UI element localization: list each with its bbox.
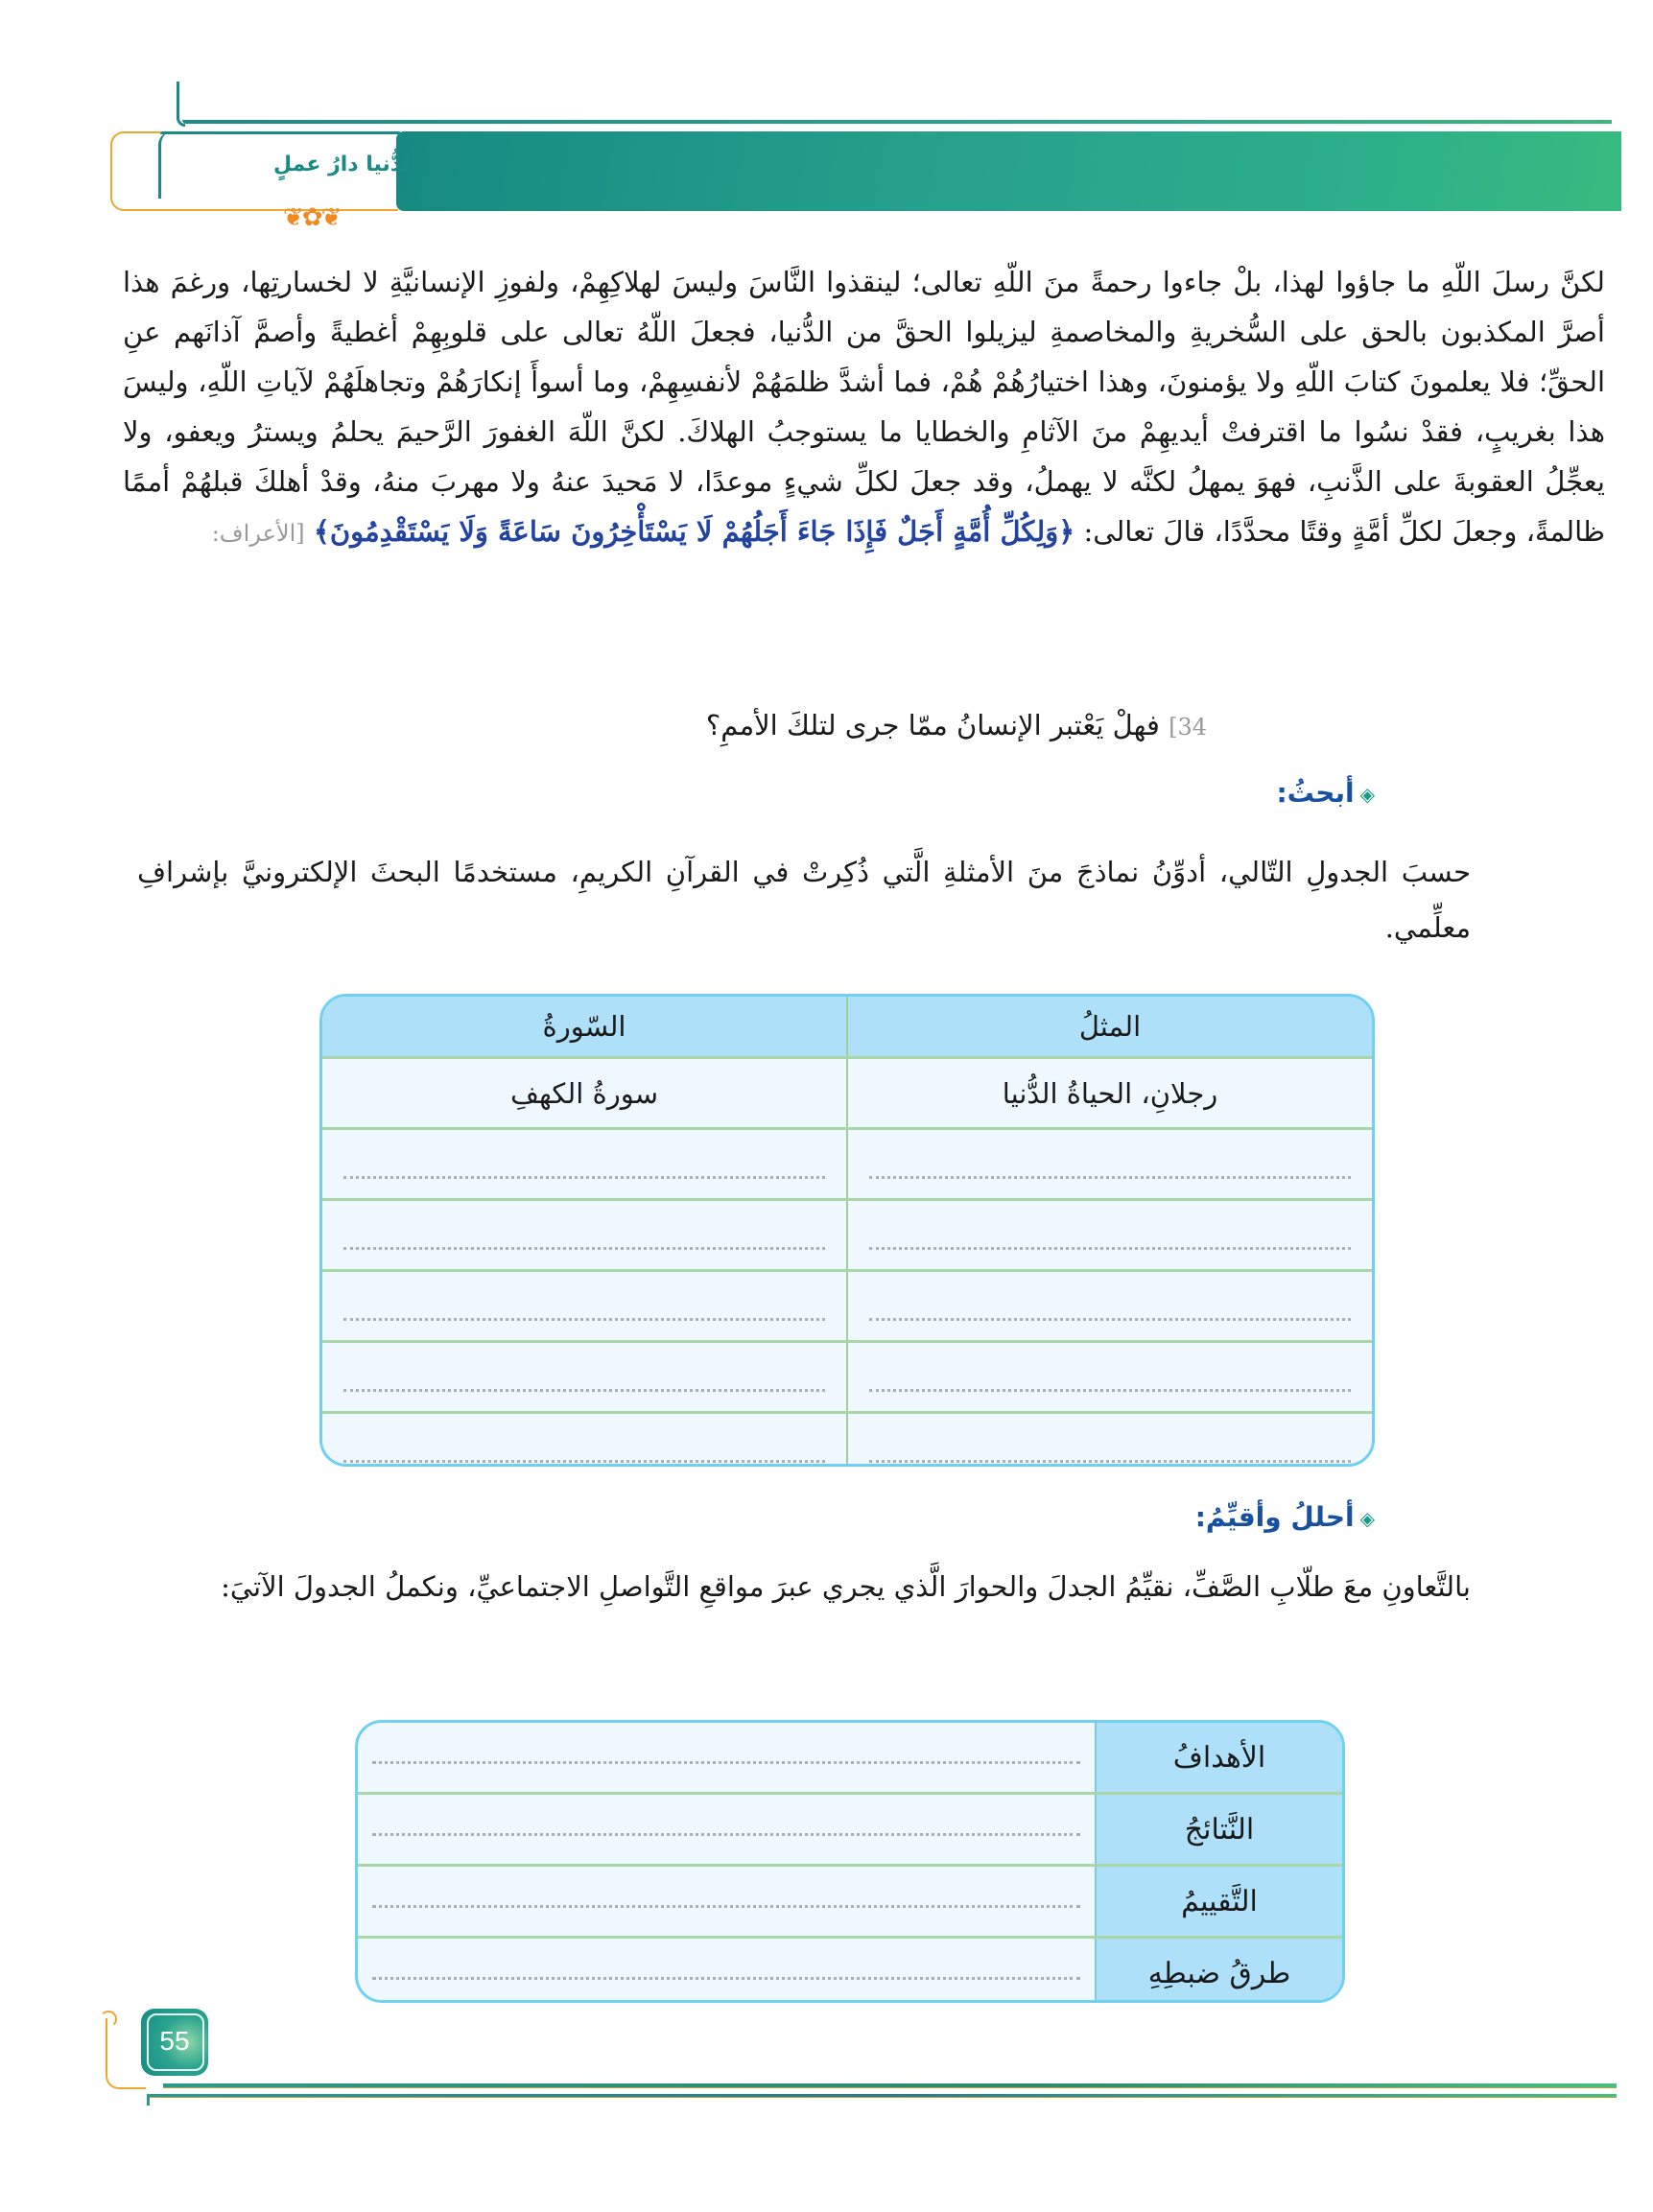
examples-table bbox=[319, 994, 1375, 1467]
research-instruction: حسبَ الجدولِ التّالي، أدوِّنُ نماذجَ منَ الأمثلةِ الَّتي ذُكِرتْ في القرآنِ الكريمِ، مستخدمًا البحثَ الإلكترونيَّ بإشرافِ معلِّمي. bbox=[137, 856, 1471, 944]
verse-number-citation: 34] bbox=[1169, 714, 1207, 741]
footer-rule-lower bbox=[147, 2094, 1617, 2098]
table-row bbox=[322, 1056, 1372, 1127]
cell-surah: سورةُ الكهفِ bbox=[510, 1076, 658, 1110]
dotted-line bbox=[372, 1833, 1079, 1836]
dotted-line bbox=[869, 1389, 1351, 1392]
analyze-heading-text: أحللُ وأقيِّمُ: bbox=[1194, 1501, 1355, 1533]
header-top-rule bbox=[182, 120, 1612, 124]
row-label-control-methods: طرقُ ضبطِهِ bbox=[1095, 1939, 1342, 2003]
dotted-line bbox=[372, 1977, 1079, 1980]
diamond-bullet-icon: ◈ bbox=[1359, 1507, 1375, 1530]
title-teal-hook bbox=[158, 131, 173, 199]
analyze-heading bbox=[1195, 1501, 1375, 1533]
cell-surah-input[interactable] bbox=[322, 1272, 846, 1340]
dotted-line bbox=[372, 1905, 1079, 1908]
table-row bbox=[358, 1792, 1342, 1864]
quran-open-bracket-icon: ﴿ bbox=[1058, 515, 1075, 548]
dotted-line bbox=[343, 1176, 825, 1179]
row-input-control-methods[interactable] bbox=[358, 1939, 1095, 2003]
cell-surah-input[interactable] bbox=[322, 1130, 846, 1198]
table-row bbox=[322, 1198, 1372, 1269]
table-row bbox=[322, 1411, 1372, 1467]
cell-surah-input[interactable] bbox=[322, 1414, 846, 1467]
row-input-goals[interactable] bbox=[358, 1723, 1095, 1792]
chapter-title: الدُّنيا دارُ عملٍ bbox=[273, 153, 418, 176]
main-paragraph bbox=[123, 257, 1605, 558]
cell-example-input[interactable] bbox=[846, 1414, 1372, 1467]
header-cell-example: المثلُ bbox=[846, 997, 1372, 1056]
footer-gold-flourish bbox=[106, 2018, 146, 2089]
table-row bbox=[322, 1127, 1372, 1198]
page-number-badge bbox=[141, 2009, 208, 2076]
dotted-line bbox=[869, 1318, 1351, 1321]
table-row bbox=[358, 1864, 1342, 1936]
table-row bbox=[322, 1340, 1372, 1411]
diamond-bullet-icon: ◈ bbox=[1359, 783, 1375, 806]
evaluation-table bbox=[355, 1720, 1345, 2003]
dotted-line bbox=[343, 1318, 825, 1321]
cell-example-input[interactable] bbox=[846, 1130, 1372, 1198]
chapter-title-box bbox=[110, 131, 418, 232]
dotted-line bbox=[869, 1176, 1351, 1179]
research-heading bbox=[1276, 777, 1375, 809]
cell-example-input[interactable] bbox=[846, 1201, 1372, 1269]
table-header-row bbox=[322, 997, 1372, 1056]
title-teal-rule bbox=[160, 131, 400, 134]
ornament-icon: ❦✿❦ bbox=[283, 203, 341, 232]
cell-example-input[interactable] bbox=[846, 1272, 1372, 1340]
table-row bbox=[358, 1723, 1342, 1792]
cell-surah-input[interactable] bbox=[322, 1343, 846, 1411]
row-label-results: النَّتائجُ bbox=[1095, 1795, 1342, 1864]
row-input-results[interactable] bbox=[358, 1795, 1095, 1864]
cell-example-input[interactable] bbox=[846, 1343, 1372, 1411]
row-input-evaluation[interactable] bbox=[358, 1867, 1095, 1936]
cell-surah-input[interactable] bbox=[322, 1201, 846, 1269]
dotted-line bbox=[869, 1460, 1351, 1463]
quran-verse-text: وَلِكُلِّ أُمَّةٍ أَجَلٌ فَإِذَا جَاءَ أَجَلُهُمْ لَا يَسْتَأْخِرُونَ سَاعَةً وَلَا يَسْتَقْدِمُونَ bbox=[329, 515, 1059, 548]
dotted-line bbox=[869, 1247, 1351, 1250]
quran-verse bbox=[314, 515, 1074, 548]
page-number: 55 bbox=[159, 2026, 190, 2056]
analyze-instruction: بالتَّعاونِ معَ طلّابِ الصَّفِّ، نقيِّمُ الجدلَ والحوارَ الَّذي يجري عبرَ مواقعِ التَّواصلِ الاجتماعيِّ، ونكملُ الجدولَ الآتيَ: bbox=[221, 1570, 1471, 1603]
question-text: فهلْ يَعْتبر الإنسانُ ممّا جرى لتلكَ الأممِ؟ bbox=[705, 709, 1160, 741]
surah-citation: [الأعراف: bbox=[211, 520, 305, 547]
row-label-evaluation: التَّقييمُ bbox=[1095, 1867, 1342, 1936]
dotted-line bbox=[343, 1389, 825, 1392]
header-cell-surah: السّورةُ bbox=[542, 1010, 626, 1043]
dotted-line bbox=[343, 1460, 825, 1463]
paragraph-text: لكنَّ رسلَ اللّهِ ما جاؤوا لهذا، بلْ جاءوا رحمةً منَ اللّهِ تعالى؛ لينقذوا النَّاسَ وليسَ لهلاكِهِمْ، ولفوزِ الإنسانيَّةِ لا لخسارتِها، ورغمَ هذا أصرَّ المكذبون بالحق على السُّخريةِ والمخاصمةِ ليزيلوا الحقَّ من الدُّنيا، فجعلَ اللّهُ تعالى على قلوبِهِمْ أغطيةً وأصمَّ آذانَهم عنِ الحقِّ؛ فلا يعلمونَ كتابَ اللّهِ ولا يؤمنونَ، وهذا اختيارُهُمْ هُمْ، فما أشدَّ ظلمَهُمْ لأنفسِهِمْ، وما أسوأَ إنكارَهُمْ وتجاهلَهُمْ لآياتِ اللّهِ، وليسَ هذا بغريبٍ، فقدْ نسُوا ما اقترفتْ أيديهِمْ منَ الآثامِ والخطايا ما يستوجبُ الهلاكَ. لكنَّ اللّهَ الغفورَ الرَّحيمَ يحلمُ ويسترُ ويعفو، ولا يعجِّلُ العقوبةَ على الذَّنبِ، فهوَ يمهلُ لكنَّه لا يهملُ، وقد جعلَ لكلِّ شيءٍ موعدًا، لا مَحيدَ عنهُ ولا مهربَ منهُ، وقدْ أهلكَ قبلهُمْ أممًا ظالمةً، وجعلَ لكلِّ أمَّةٍ وقتًا محدَّدًا، قالَ تعالى: bbox=[123, 266, 1605, 548]
footer-rule-upper bbox=[163, 2083, 1617, 2088]
research-heading-text: أبحثُ: bbox=[1276, 777, 1355, 809]
dotted-line bbox=[372, 1761, 1079, 1764]
reflection-question bbox=[706, 700, 1207, 752]
dotted-line bbox=[343, 1247, 825, 1250]
quran-close-bracket-icon: ﴾ bbox=[313, 515, 330, 548]
header-band bbox=[396, 131, 1621, 211]
table-row bbox=[322, 1269, 1372, 1340]
cell-example: رجلانِ، الحياةُ الدُّنيا bbox=[846, 1059, 1372, 1127]
table-row bbox=[358, 1936, 1342, 2003]
row-label-goals: الأهدافُ bbox=[1095, 1723, 1342, 1792]
